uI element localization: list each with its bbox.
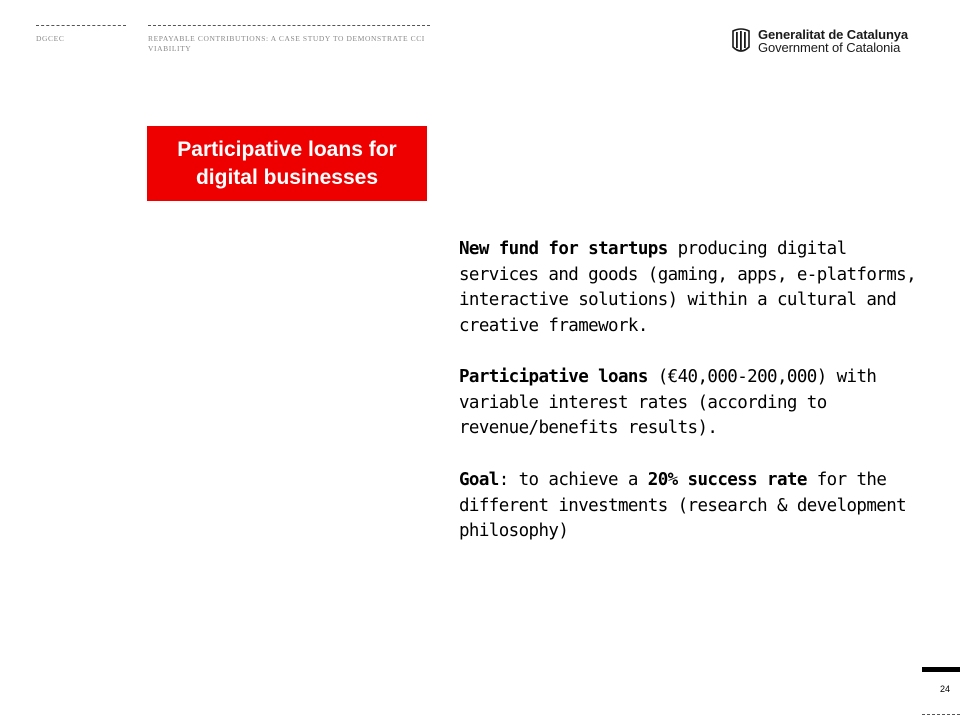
paragraph-startups-text: producing digital services and goods (gaming, apps, e-platforms, interactive solutions) within a cultural and creative framework.: [459, 239, 917, 337]
footer-rule: [922, 714, 960, 715]
header-section-code: DGCEC: [36, 34, 65, 43]
paragraph-loans: [459, 365, 929, 442]
paragraph-goal: [459, 468, 929, 545]
paragraph-loans-lead: Participative loans: [459, 367, 648, 387]
slide-title: [147, 126, 427, 201]
logo-subtitle: Government of Catalonia: [758, 40, 901, 55]
catalonia-emblem-icon: [730, 27, 752, 55]
page-number: 24: [940, 684, 951, 694]
government-logo: [730, 27, 908, 55]
footer-bar: [922, 667, 960, 672]
paragraph-startups-lead: New fund for startups: [459, 239, 668, 259]
paragraph-goal-lead: Goal: [459, 470, 499, 490]
logo-title: Generalitat de Catalunya: [758, 27, 909, 42]
paragraph-goal-text2: for the different investments (research & development philosophy): [459, 470, 907, 542]
header-section-title: REPAYABLE CONTRIBUTIONS: A CASE STUDY TO DEMONSTRATE CCI VIABILITY: [148, 34, 425, 53]
paragraph-loans-text: (€40,000-200,000) with variable interest rates (according to revenue/benefits results).: [459, 367, 877, 439]
header-rule-left: [36, 25, 126, 26]
paragraph-startups: [459, 237, 929, 340]
paragraph-goal-text1: : to achieve a: [498, 470, 648, 490]
paragraph-goal-highlight: 20% success rate: [647, 470, 807, 490]
header-rule-mid: [148, 25, 430, 26]
slide-title-text: Participative loans for digital businesses: [177, 137, 397, 189]
